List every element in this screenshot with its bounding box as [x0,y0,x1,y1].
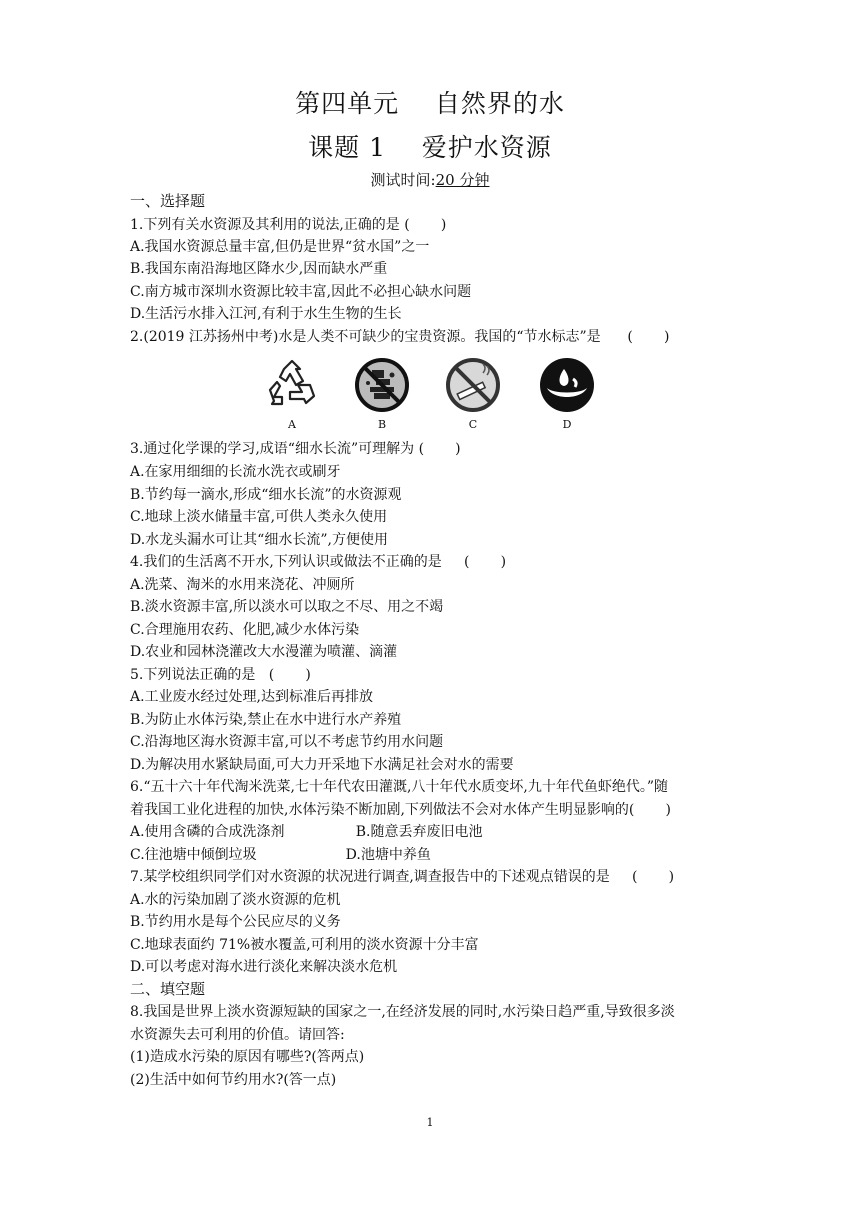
q7-option-a: A.水的污染加剧了淡水资源的危机 [130,892,341,908]
q5-option-a: A.工业废水经过处理,达到标准后再排放 [130,689,374,705]
q3-option-c: C.地球上淡水储量丰富,可供人类永久使用 [130,509,388,525]
q6-options-cd: C.往池塘中倾倒垃圾 D.池塘中养鱼 [130,847,431,863]
q7-stem: 7.某学校组织同学们对水资源的状况进行调查,调查报告中的下述观点错误的是 ( ) [130,869,675,885]
q4-option-b: B.淡水资源丰富,所以淡水可以取之不尽、用之不竭 [130,599,444,615]
q2-stem: 2.(2019 江苏扬州中考)水是人类不可缺少的宝贵资源。我国的“节水标志”是 ( ) [130,329,670,345]
q2-label-c: C [468,418,478,431]
no-smoking-icon [443,355,503,415]
q6-stem-line2: 着我国工业化进程的加快,水体污染不断加剧,下列做法不会对水体产生明显影响的( ) [130,802,671,818]
q7-option-d: D.可以考虑对海水进行淡化来解决淡水危机 [130,959,398,975]
q1-option-d: D.生活污水排入江河,有利于水生生物的生长 [130,306,402,322]
q1-option-c: C.南方城市深圳水资源比较丰富,因此不必担心缺水问题 [130,284,472,300]
q2-choice-d [537,355,597,435]
q3-stem: 3.通过化学课的学习,成语“细水长流”可理解为 ( ) [130,441,461,457]
q4-option-a: A.洗菜、淘米的水用来浇花、冲厕所 [130,577,355,593]
q5-option-b: B.为防止水体污染,禁止在水中进行水产养殖 [130,712,402,728]
q3-option-d: D.水龙头漏水可让其“细水长流”,方便使用 [130,532,388,548]
q2-label-d: D [562,418,572,431]
q2-icon-row [0,355,860,435]
no-wasting-grain-icon [352,355,412,415]
q1-option-a: A.我国水资源总量丰富,但仍是世界“贫水国”之一 [130,239,430,255]
q1-stem: 1.下列有关水资源及其利用的说法,正确的是 ( ) [130,217,447,233]
q2-label-b: B [377,418,387,431]
q1-option-b: B.我国东南沿海地区降水少,因而缺水严重 [130,261,388,277]
test-time [0,169,860,190]
page-number: 1 [426,1116,434,1129]
section-fill-heading: 二、填空题 [130,980,206,998]
q4-stem: 4.我们的生活离不开水,下列认识或做法不正确的是 ( ) [130,554,507,570]
q5-option-c: C.沿海地区海水资源丰富,可以不考虑节约用水问题 [130,734,444,750]
q4-option-c: C.合理施用农药、化肥,减少水体污染 [130,622,360,638]
q4-option-d: D.农业和园林浇灌改大水漫灌为喷灌、滴灌 [130,644,398,660]
q7-option-c: C.地球表面约 71%被水覆盖,可利用的淡水资源十分丰富 [130,937,479,953]
q6-stem-line1: 6.“五十六十年代淘米洗菜,七十年代农田灌溉,八十年代水质变坏,九十年代鱼虾绝代。”随 [130,779,669,795]
q3-option-a: A.在家用细细的长流水洗衣或刷牙 [130,464,341,480]
q8-stem-line2: 水资源失去可利用的价值。请回答: [130,1027,345,1043]
q8-stem-line1: 8.我国是世界上淡水资源短缺的国家之一,在经济发展的同时,水污染日趋严重,导致很多淡 [130,1004,675,1020]
water-saving-icon [537,355,597,415]
lesson-title: 课题 1 爱护水资源 [308,133,552,162]
q3-option-b: B.节约每一滴水,形成“细水长流”的水资源观 [130,487,402,503]
recycle-icon [262,355,322,415]
q5-stem: 5.下列说法正确的是 ( ) [130,667,311,683]
test-time-value: 20 分钟 [435,171,490,189]
q8-part1: (1)造成水污染的原因有哪些?(答两点) [130,1049,365,1065]
q6-options-ab: A.使用含磷的合成洗涤剂 B.随意丢弃废旧电池 [130,824,483,840]
q2-choice-b [352,355,412,435]
q8-part2: (2)生活中如何节约用水?(答一点) [130,1072,337,1088]
q5-option-d: D.为解决用水紧缺局面,可大力开采地下水满足社会对水的需要 [130,757,514,773]
test-time-label: 测试时间: [370,171,436,189]
q2-choice-c [443,355,503,435]
q2-choice-a [262,355,322,435]
section-choice-heading: 一、选择题 [130,192,206,210]
q7-option-b: B.节约用水是每个公民应尽的义务 [130,914,341,930]
q2-label-a: A [288,418,296,431]
unit-title: 第四单元 自然界的水 [295,89,565,118]
